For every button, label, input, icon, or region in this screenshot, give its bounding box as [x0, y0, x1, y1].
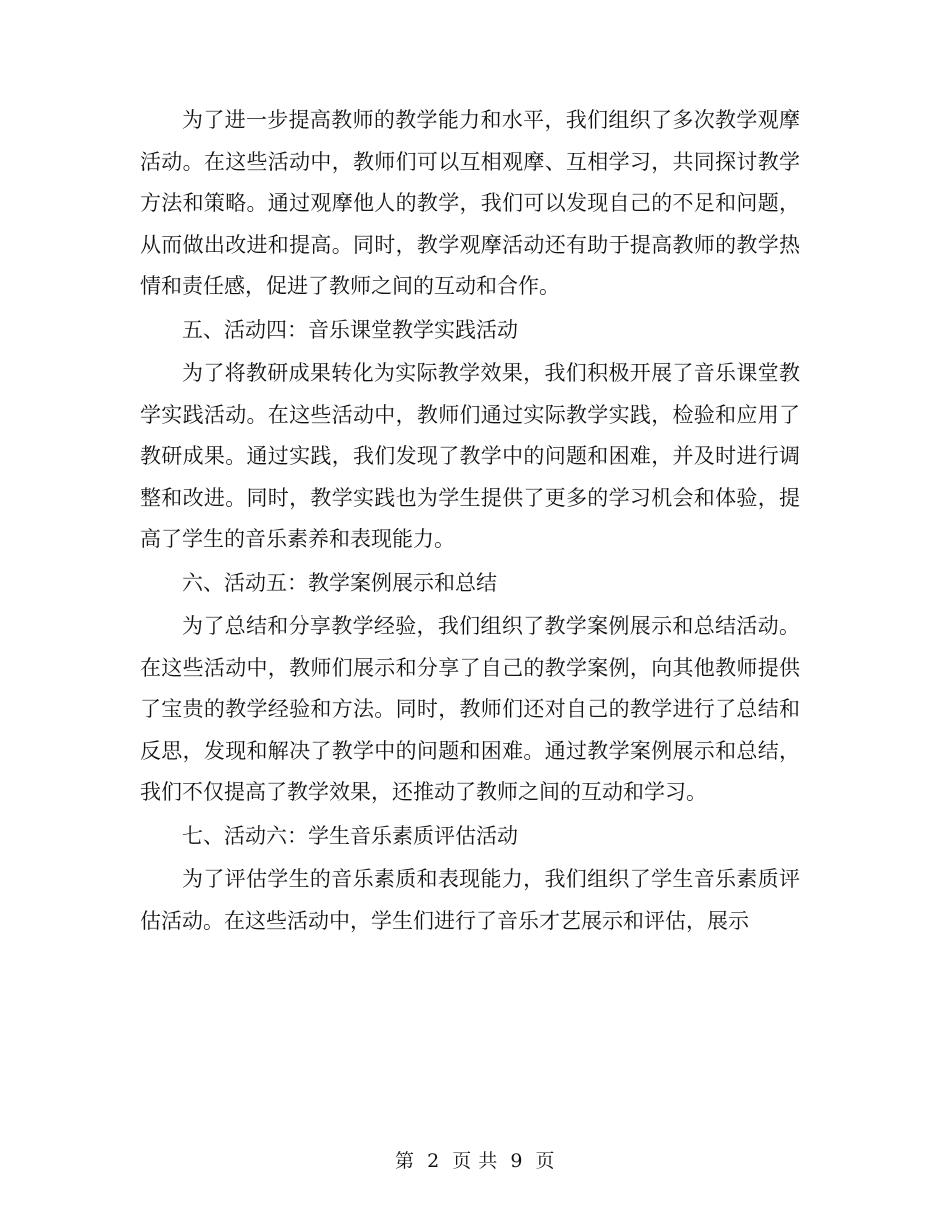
footer-page-number: 2	[427, 1150, 440, 1172]
footer-total-pages: 9	[510, 1150, 523, 1172]
footer-prefix: 第	[395, 1150, 415, 1172]
footer-middle: 页 共	[452, 1150, 498, 1172]
paragraph-student-assessment: 为了评估学生的音乐素质和表现能力，我们组织了学生音乐素质评估活动。在这些活动中，学生们进行了音乐才艺展示和评估，展示	[140, 867, 800, 933]
paragraph-classroom-practice: 为了将教研成果转化为实际教学效果，我们积极开展了音乐课堂教学实践活动。在这些活动中，教师们通过实际教学实践，检验和应用了教研成果。通过实践，我们发现了教学中的问题和困难，并及时进行调整和改进。同时，教学实践也为学生提供了更多的学习机会和体验，提高了学生的音乐素养和表现能力。	[140, 361, 800, 551]
section-heading-activity-6: 七、活动六：学生音乐素质评估活动	[182, 823, 518, 848]
paragraph-case-showcase: 为了总结和分享教学经验，我们组织了教学案例展示和总结活动。在这些活动中，教师们展示和分享了自己的教学案例，向其他教师提供了宝贵的教学经验和方法。同时，教师们还对自己的教学进行了总结和反思，发现和解决了教学中的问题和困难。通过教学案例展示和总结，我们不仅提高了教学效果，还推动了教师之间的互动和学习。	[140, 614, 800, 804]
paragraph-observation-activities: 为了进一步提高教师的教学能力和水平，我们组织了多次教学观摩活动。在这些活动中，教师们可以互相观摩、互相学习，共同探讨教学方法和策略。通过观摩他人的教学，我们可以发现自己的不足和问题，从而做出改进和提高。同时，教学观摩活动还有助于提高教师的教学热情和责任感，促进了教师之间的互动和合作。	[140, 108, 800, 298]
footer-suffix: 页	[535, 1150, 555, 1172]
section-heading-activity-5: 六、活动五：教学案例展示和总结	[182, 570, 497, 595]
page-footer	[0, 1146, 950, 1173]
section-heading-activity-4: 五、活动四：音乐课堂教学实践活动	[182, 317, 518, 342]
document-body	[140, 100, 800, 942]
